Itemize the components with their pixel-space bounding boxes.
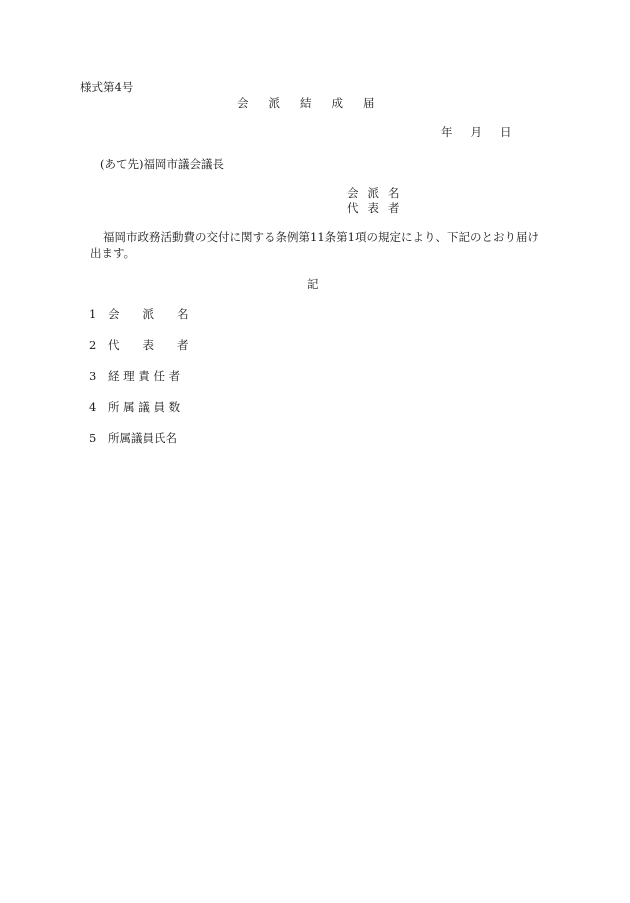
title-char: 成: [331, 96, 343, 110]
document-title: [237, 96, 395, 110]
item-label: 経 理 責 任 者: [108, 369, 181, 383]
body-text: 福岡市政務活動費の交付に関する条例第11条第1項の規定により、下記のとおり届け出ます。: [90, 230, 539, 260]
item-list: [89, 307, 189, 462]
date-line: [441, 125, 530, 139]
list-item: [89, 338, 189, 369]
title-char: 派: [268, 96, 280, 110]
ki-heading: 記: [307, 277, 319, 291]
item-number: 4: [89, 400, 97, 414]
item-number: 1: [89, 307, 97, 321]
date-year: 年: [441, 125, 453, 139]
date-day: 日: [500, 125, 512, 139]
title-char: 結: [300, 96, 312, 110]
list-item: [89, 307, 189, 338]
title-char: 会: [237, 96, 249, 110]
title-char: 届: [363, 96, 375, 110]
item-label: 会 派 名: [108, 307, 189, 321]
signature-representative: 代 表 者: [347, 201, 400, 215]
item-number: 3: [89, 369, 97, 383]
list-item: [89, 431, 189, 462]
addressee: (あて先)福岡市議会議長: [100, 157, 224, 171]
item-number: 5: [89, 431, 97, 445]
signature-faction-name: 会 派 名: [347, 186, 400, 200]
date-month: 月: [470, 125, 482, 139]
item-label: 所属議員氏名: [108, 431, 177, 445]
list-item: [89, 400, 189, 431]
form-number: 様式第4号: [80, 80, 134, 94]
item-label: 所 属 議 員 数: [108, 400, 181, 414]
item-number: 2: [89, 338, 97, 352]
item-label: 代 表 者: [108, 338, 189, 352]
signature-block: [347, 186, 409, 216]
list-item: [89, 369, 189, 400]
